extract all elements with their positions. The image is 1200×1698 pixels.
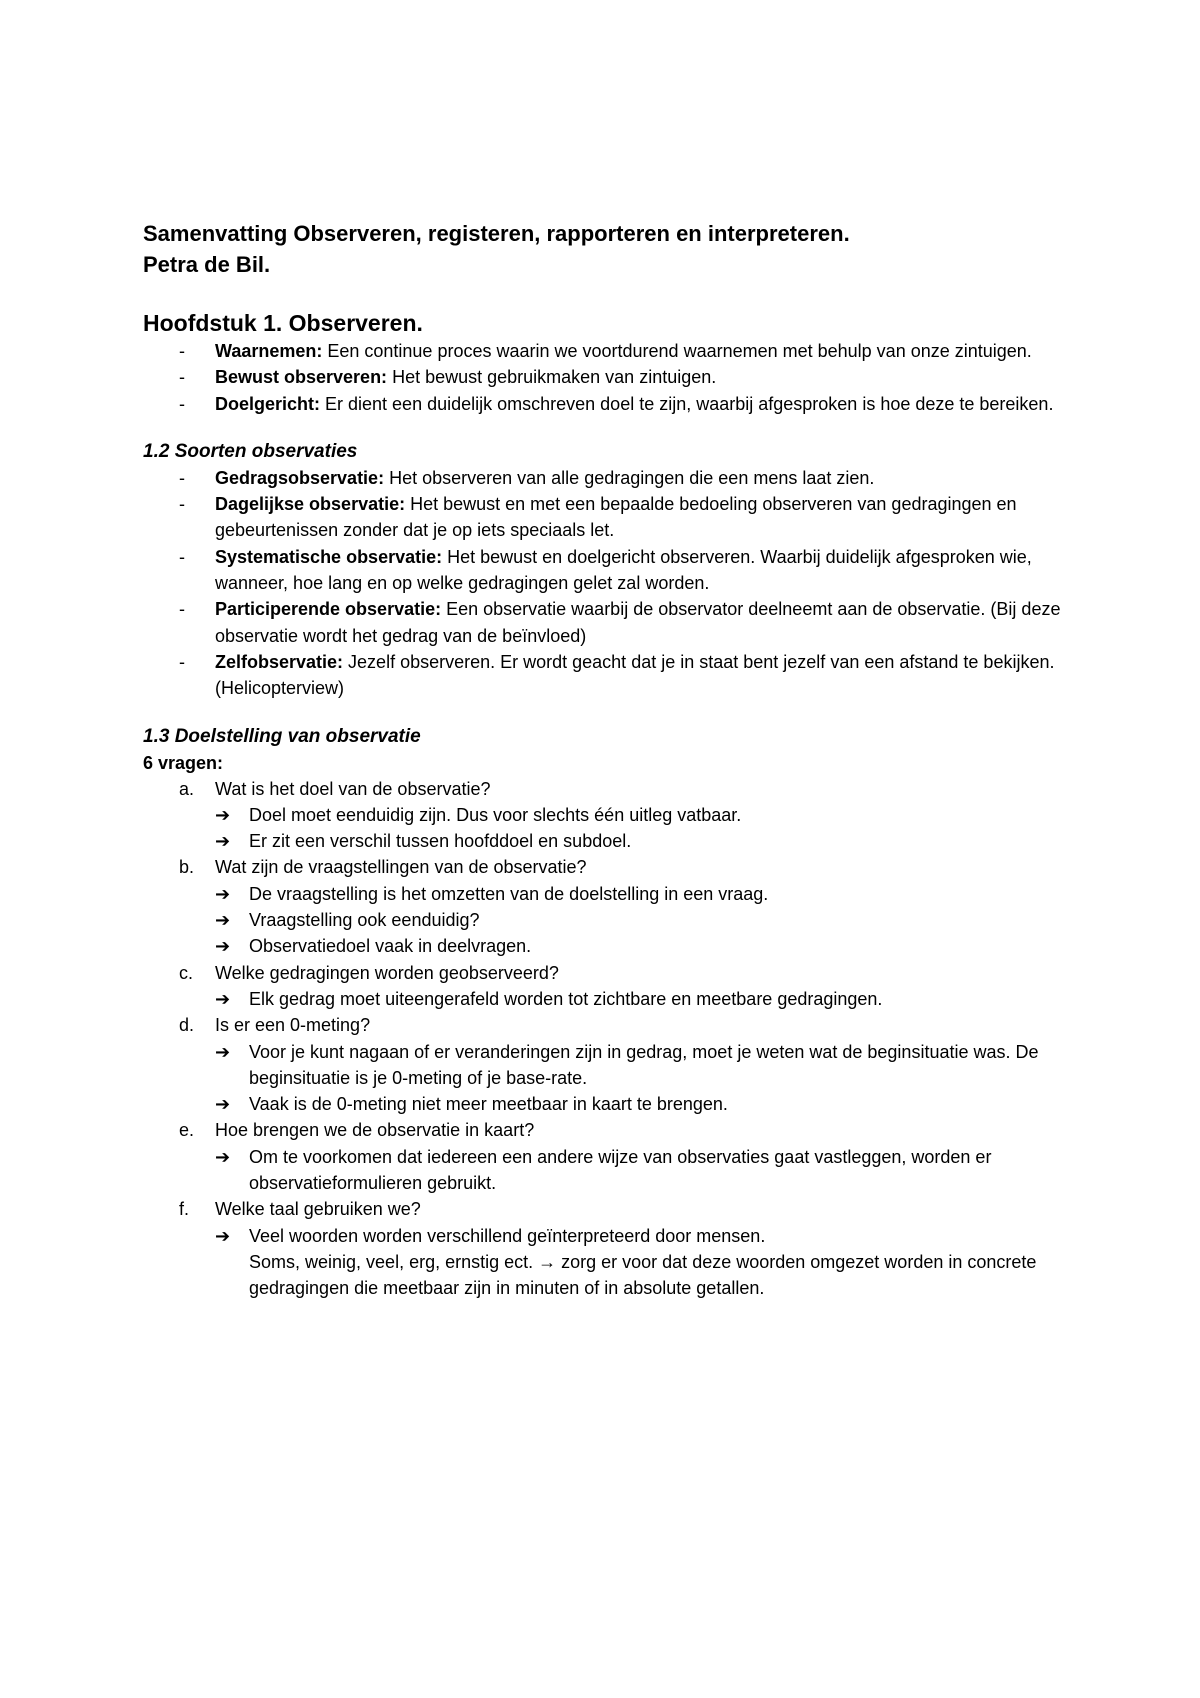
term: Dagelijkse observatie: [215, 494, 406, 515]
document-title: Samenvatting Observeren, registeren, rapporteren en interpreteren. [143, 221, 850, 246]
answer-list [215, 1223, 1073, 1302]
answer-list [215, 1039, 1073, 1118]
definition: Een observatie waarbij de observator deelneemt aan de observatie. (Bij deze observatie wordt het gedrag van de beïnvloed) [215, 599, 1061, 646]
dash-bullet: - [179, 599, 185, 620]
question-d [143, 1012, 1073, 1117]
answer-text: Vraagstelling ook eenduidig? [249, 910, 480, 931]
questions-subheading: 6 vragen: [143, 752, 224, 773]
arrow-icon: ➔ [215, 831, 231, 852]
answer-text: Er zit een verschil tussen hoofddoel en subdoel. [249, 831, 632, 852]
question-marker: b. [179, 857, 195, 878]
term: Doelgericht: [215, 393, 321, 414]
answer-item [215, 1144, 1073, 1197]
question-e [143, 1117, 1073, 1196]
list-item [143, 491, 1073, 544]
section-1-2-list [143, 465, 1073, 702]
question-marker: e. [179, 1120, 195, 1141]
arrow-icon: ➔ [215, 804, 231, 825]
answer-list [215, 802, 1073, 855]
term: Bewust observeren: [215, 367, 388, 388]
answer-text: De vraagstelling is het omzetten van de doelstelling in een vraag. [249, 883, 769, 904]
question-marker: a. [179, 778, 195, 799]
definition: Het bewust en met een bepaalde bedoeling observeren van gedragingen en gebeurtenissen zonder dat je op iets speciaals let. [215, 494, 1017, 541]
answer-text: Elk gedrag moet uiteengerafeld worden tot zichtbare en meetbare gedragingen. [249, 988, 883, 1009]
arrow-icon: ➔ [215, 1094, 231, 1115]
answer-list [215, 1144, 1073, 1197]
answer-text: Doel moet eenduidig zijn. Dus voor slechts één uitleg vatbaar. [249, 804, 742, 825]
question-f [143, 1196, 1073, 1301]
question-text: Welke gedragingen worden geobserveerd? [215, 962, 559, 983]
definition: Het bewust gebruikmaken van zintuigen. [387, 367, 717, 388]
answer-item [215, 907, 1073, 933]
question-text: Wat is het doel van de observatie? [215, 778, 491, 799]
question-text: Is er een 0-meting? [215, 1015, 371, 1036]
document-page [143, 218, 1073, 1302]
answer-item [215, 802, 1073, 828]
term: Waarnemen: [215, 341, 323, 361]
list-item [143, 596, 1073, 649]
arrow-icon: ➔ [215, 1225, 231, 1246]
arrow-icon: ➔ [215, 936, 231, 957]
list-item [143, 338, 1073, 364]
list-item [143, 649, 1073, 702]
question-c [143, 960, 1073, 1013]
arrow-icon: ➔ [215, 988, 231, 1009]
definition: Een continue proces waarin we voortdurend waarnemen met behulp van onze zintuigen. [322, 341, 1032, 361]
list-item [143, 391, 1073, 417]
question-b [143, 854, 1073, 959]
arrow-icon: ➔ [215, 883, 231, 904]
dash-bullet: - [179, 467, 185, 488]
question-marker: f. [179, 1199, 190, 1220]
dash-bullet: - [179, 494, 185, 515]
question-marker: c. [179, 962, 194, 983]
chapter-1-heading: Hoofdstuk 1. Observeren. [143, 310, 423, 336]
definition: Jezelf observeren. Er wordt geacht dat je in staat bent jezelf van een afstand te bekijken. (Helicopterview) [215, 651, 1055, 699]
list-item [143, 465, 1073, 491]
answer-item [215, 1091, 1073, 1117]
definition: Het bewust en doelgericht observeren. Waarbij duidelijk afgesproken wie, wanneer, hoe lang en op welke gedragingen gelet zal worden. [215, 546, 1032, 594]
answer-item [215, 986, 1073, 1012]
question-marker: d. [179, 1015, 195, 1036]
dash-bullet: - [179, 393, 185, 414]
answer-item [215, 1039, 1073, 1092]
list-item [143, 544, 1073, 597]
question-text: Wat zijn de vraagstellingen van de observatie? [215, 857, 587, 878]
document-author: Petra de Bil. [143, 252, 271, 277]
answer-item [215, 1223, 1073, 1302]
answer-continuation: Soms, weinig, veel, erg, ernstig ect. → zorg er voor dat deze woorden omgezet worden in concrete gedragingen die meetbaar zijn in minuten of in absolute getallen. [249, 1251, 1037, 1299]
term: Zelfobservatie: [215, 651, 344, 672]
arrow-icon: ➔ [215, 1146, 231, 1167]
answer-text: Observatiedoel vaak in deelvragen. [249, 936, 532, 957]
dash-bullet: - [179, 651, 185, 672]
answer-list [215, 881, 1073, 960]
answer-text: Veel woorden worden verschillend geïnterpreteerd door mensen. [249, 1225, 766, 1246]
section-1-3-heading: 1.3 Doelstelling van observatie [143, 725, 421, 747]
question-text: Welke taal gebruiken we? [215, 1199, 421, 1220]
dash-bullet: - [179, 341, 185, 361]
section-1-2-heading: 1.2 Soorten observaties [143, 440, 358, 462]
answer-text: Om te voorkomen dat iedereen een andere wijze van observaties gaat vastleggen, worden er observatieformulieren gebruikt. [249, 1146, 992, 1194]
arrow-icon: ➔ [215, 910, 231, 931]
term: Systematische observatie: [215, 546, 443, 567]
answer-list [215, 986, 1073, 1012]
question-text: Hoe brengen we de observatie in kaart? [215, 1120, 535, 1141]
answer-item [215, 828, 1073, 854]
dash-bullet: - [179, 367, 185, 388]
answer-text: Voor je kunt nagaan of er veranderingen zijn in gedrag, moet je weten wat de beginsituatie was. De beginsituatie is je 0-meting of je base-rate. [249, 1041, 1039, 1088]
answer-item [215, 881, 1073, 907]
definition: Er dient een duidelijk omschreven doel te zijn, waarbij afgesproken is hoe deze te bereiken. [320, 393, 1054, 414]
dash-bullet: - [179, 546, 185, 567]
term: Participerende observatie: [215, 599, 442, 620]
chapter-1-list [143, 338, 1073, 417]
answer-item [215, 933, 1073, 959]
term: Gedragsobservatie: [215, 467, 385, 488]
question-a [143, 776, 1073, 855]
arrow-icon: ➔ [215, 1041, 231, 1062]
answer-text: Vaak is de 0-meting niet meer meetbaar in kaart te brengen. [249, 1094, 728, 1115]
list-item [143, 364, 1073, 390]
definition: Het observeren van alle gedragingen die een mens laat zien. [384, 467, 875, 488]
